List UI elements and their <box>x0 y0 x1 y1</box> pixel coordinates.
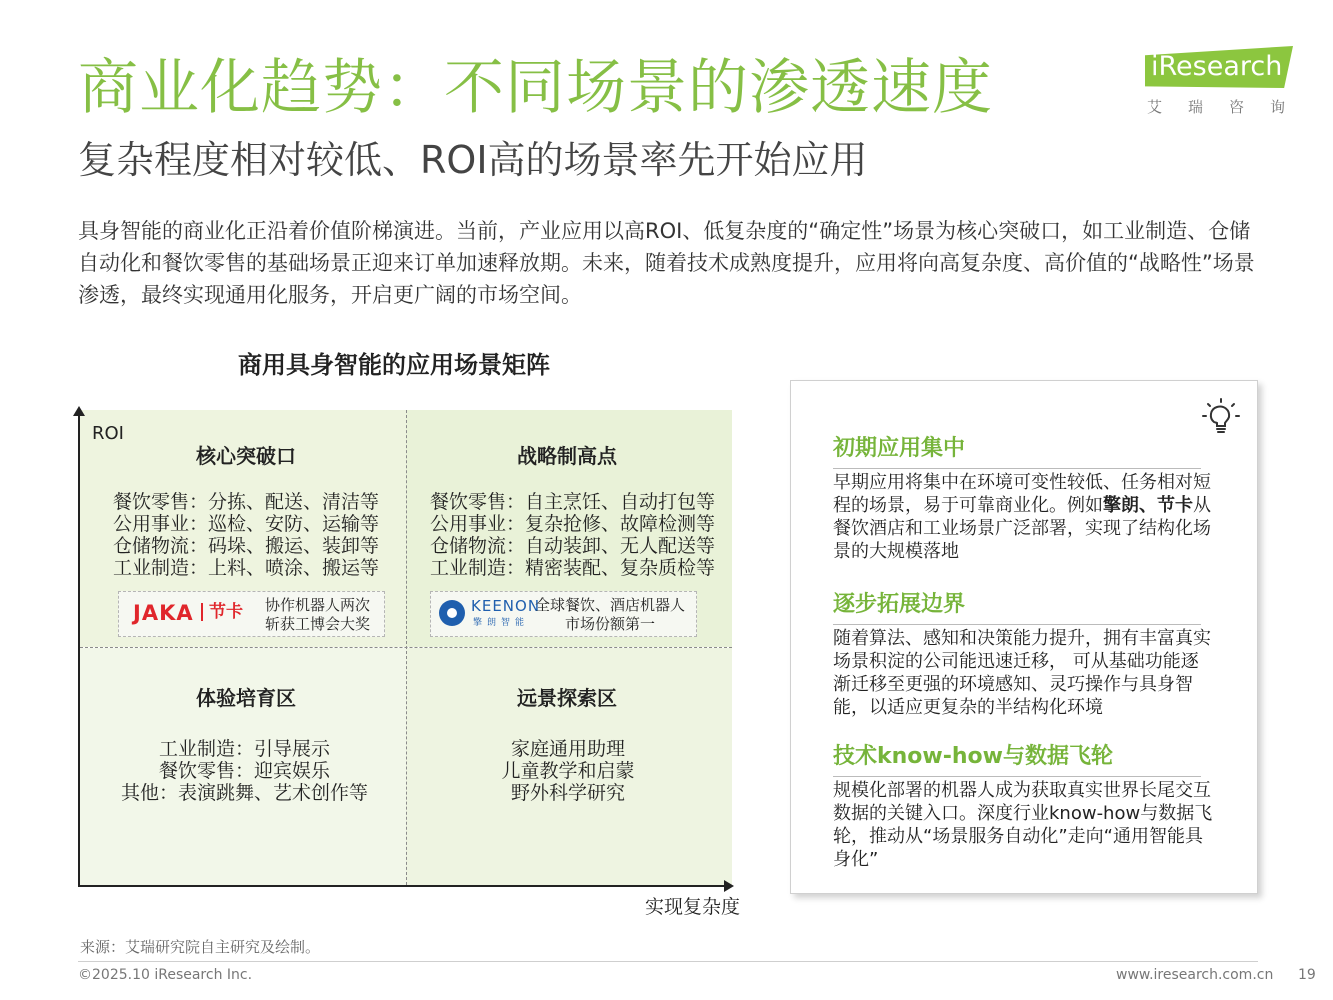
footer-divider <box>78 961 1258 962</box>
list-item: 仓储物流：自动装卸、无人配送等 <box>430 535 716 557</box>
scenario-matrix <box>80 410 732 885</box>
insight-panel <box>790 380 1258 894</box>
page-title: 商业化趋势：不同场景的渗透速度 <box>78 53 993 123</box>
list-item: 家庭通用助理 <box>510 738 625 760</box>
list-item: 野外科学研究 <box>510 782 625 804</box>
quadrant-title-experience: 体验培育区 <box>196 686 296 710</box>
list-item: 餐饮零售：分拣、配送、清洁等 <box>113 491 380 513</box>
copyright: ©2025.10 iResearch Inc. <box>78 967 253 983</box>
y-axis-line <box>78 412 80 887</box>
list-item: 工业制造：引导展示 <box>158 738 330 760</box>
panel-body-text: 从餐饮酒店和工业场景广泛部署，实现了结构化场景的大规模落地 <box>833 495 1211 562</box>
jaka-logo: JAKA <box>133 601 194 625</box>
logo-brand-cn: 艾瑞咨询 <box>1147 98 1312 116</box>
list-item: 公用事业：复杂抢修、故障检测等 <box>430 513 716 535</box>
y-axis-arrow-icon <box>73 406 85 416</box>
keenon-logo-icon <box>439 600 465 626</box>
y-axis-label: ROI <box>92 423 124 444</box>
keenon-logo-cn: 擎朗智能 <box>473 618 530 628</box>
jaka-note-line: 协作机器人两次 <box>265 596 371 614</box>
list-item: 公用事业：巡检、安防、运输等 <box>113 513 380 535</box>
keenon-note <box>535 596 685 634</box>
intro-paragraph: 具身智能的商业化正沿着价值阶梯演进。当前，产业应用以高ROI、低复杂度的“确定性”场景为核心突破口，如工业制造、仓储自动化和餐饮零售的基础场景正迎来订单加速释放期。未来，随着技术成熟度提升，应用将向高复杂度、高价值的“战略性”场景渗透，最终实现通用化服务，开启更广阔的市场空间。 <box>78 219 1255 307</box>
x-axis-line <box>78 885 726 887</box>
logo-brand-text: iResearch <box>1151 51 1283 82</box>
panel-heading-expand: 逐步拓展边界 <box>833 587 1201 625</box>
website-link[interactable]: www.iresearch.com.cn <box>1116 967 1274 983</box>
panel-body-initial <box>833 471 1213 563</box>
panel-body-knowhow: 规模化部署的机器人成为获取真实世界长尾交互数据的关键入口。深度行业know-how与数据飞轮，推动从“场景服务自动化”走向“通用智能具身化” <box>833 780 1213 870</box>
source-note: 来源：艾瑞研究院自主研究及绘制。 <box>80 938 321 956</box>
quadrant-list-frontier <box>470 738 666 804</box>
list-item: 其他：表演跳舞、艺术创作等 <box>120 782 368 804</box>
list-item: 工业制造：上料、喷涂、搬运等 <box>113 557 380 579</box>
jaka-badge <box>118 591 385 637</box>
panel-body-text: 早期应用将集中在环境可变性较低、任务相对短程的场景，易于可靠商业化。例如 <box>833 472 1211 516</box>
list-item: 餐饮零售：自主烹饪、自动打包等 <box>430 491 716 513</box>
keenon-note-line: 全球餐饮、酒店机器人 <box>535 596 686 614</box>
matrix-title: 商用具身智能的应用场景矩阵 <box>238 351 550 379</box>
jaka-note-line: 斩获工博会大奖 <box>265 615 371 633</box>
panel-body-highlight: 擎朗、节卡 <box>1103 495 1193 516</box>
quadrant-title-strategic: 战略制高点 <box>517 444 617 468</box>
x-axis-label: 实现复杂度 <box>645 896 741 918</box>
horizontal-divider <box>80 647 732 648</box>
iresearch-logo <box>1145 46 1312 116</box>
keenon-note-line: 市场份额第一 <box>565 615 656 633</box>
jaka-logo-cn: 节卡 <box>201 603 243 621</box>
list-item: 儿童教学和启蒙 <box>501 760 635 782</box>
keenon-badge <box>430 591 697 637</box>
panel-heading-initial: 初期应用集中 <box>833 431 1201 469</box>
list-item: 仓储物流：码垛、搬运、装卸等 <box>113 535 380 557</box>
keenon-logo: KEENON <box>471 597 541 615</box>
page-number: 19 <box>1298 967 1316 983</box>
lightbulb-icon <box>1199 397 1243 441</box>
quadrant-list-strategic <box>430 491 715 579</box>
list-item: 工业制造：精密装配、复杂质检等 <box>430 557 716 579</box>
list-item: 餐饮零售：迎宾娱乐 <box>158 760 330 782</box>
quadrant-title-core: 核心突破口 <box>196 444 296 468</box>
jaka-note <box>265 596 370 634</box>
quadrant-list-core <box>113 491 379 579</box>
panel-body-expand: 随着算法、感知和决策能力提升，拥有丰富真实场景积淀的公司能迅速迁移， 可从基础功能逐渐迁移至更强的环境感知、灵巧操作与具身智能，以适应更复杂的半结构化环境 <box>833 628 1211 718</box>
quadrant-title-frontier: 远景探索区 <box>517 686 617 710</box>
x-axis-arrow-icon <box>724 880 734 892</box>
page-subtitle: 复杂程度相对较低、ROI高的场景率先开始应用 <box>78 138 868 182</box>
quadrant-list-experience <box>113 738 376 804</box>
panel-heading-knowhow: 技术know-how与数据飞轮 <box>833 739 1201 777</box>
